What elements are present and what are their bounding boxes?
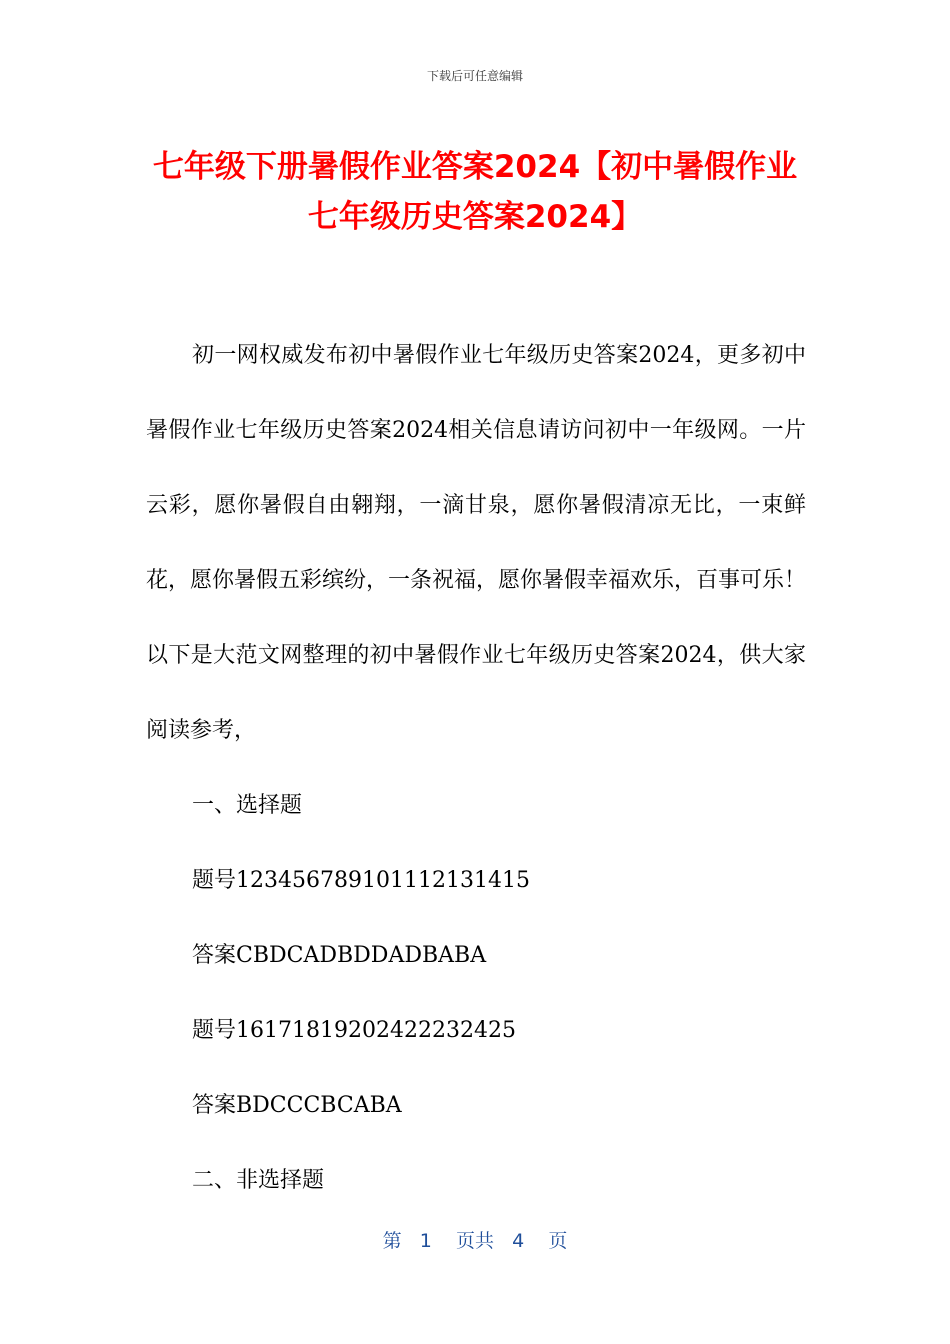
page-label-suffix: 页 xyxy=(548,1230,568,1252)
intro-paragraph: 初一网权威发布初中暑假作业七年级历史答案2024，更多初中暑假作业七年级历史答案2024相关信息请访问初中一年级网。一片云彩，愿你暑假自由翱翔，一滴甘泉，愿你暑假清凉无比，一束鲜花，愿你暑假五彩缤纷，一条祝福，愿你暑假幸福欢乐，百事可乐！以下是大范文网整理的初中暑假作业七年级历史答案2024，供大家阅读参考， xyxy=(146,343,807,743)
page-label-mid: 页共 xyxy=(455,1230,494,1252)
question-numbers-row-2: 题号16171819202422232425 xyxy=(192,1018,516,1043)
answers-row-1: 答案CBDCADBDDADBABA xyxy=(192,943,487,968)
section-heading-non-choice: 二、非选择题 xyxy=(192,1168,325,1193)
document-title: 七年级下册暑假作业答案2024【初中暑假作业七年级历史答案2024】 xyxy=(152,149,798,235)
section-heading-choice: 一、选择题 xyxy=(192,793,303,818)
current-page-number: 1 xyxy=(419,1230,432,1252)
page-footer xyxy=(0,1226,950,1253)
header-note: 下载后可任意编辑 xyxy=(426,69,523,83)
document-body xyxy=(146,318,806,1218)
question-numbers-row-1: 题号123456789101112131415 xyxy=(192,868,530,893)
page-label-prefix: 第 xyxy=(382,1230,402,1252)
total-pages-number: 4 xyxy=(512,1230,525,1252)
answers-row-2: 答案BDCCCBCABA xyxy=(192,1093,402,1118)
